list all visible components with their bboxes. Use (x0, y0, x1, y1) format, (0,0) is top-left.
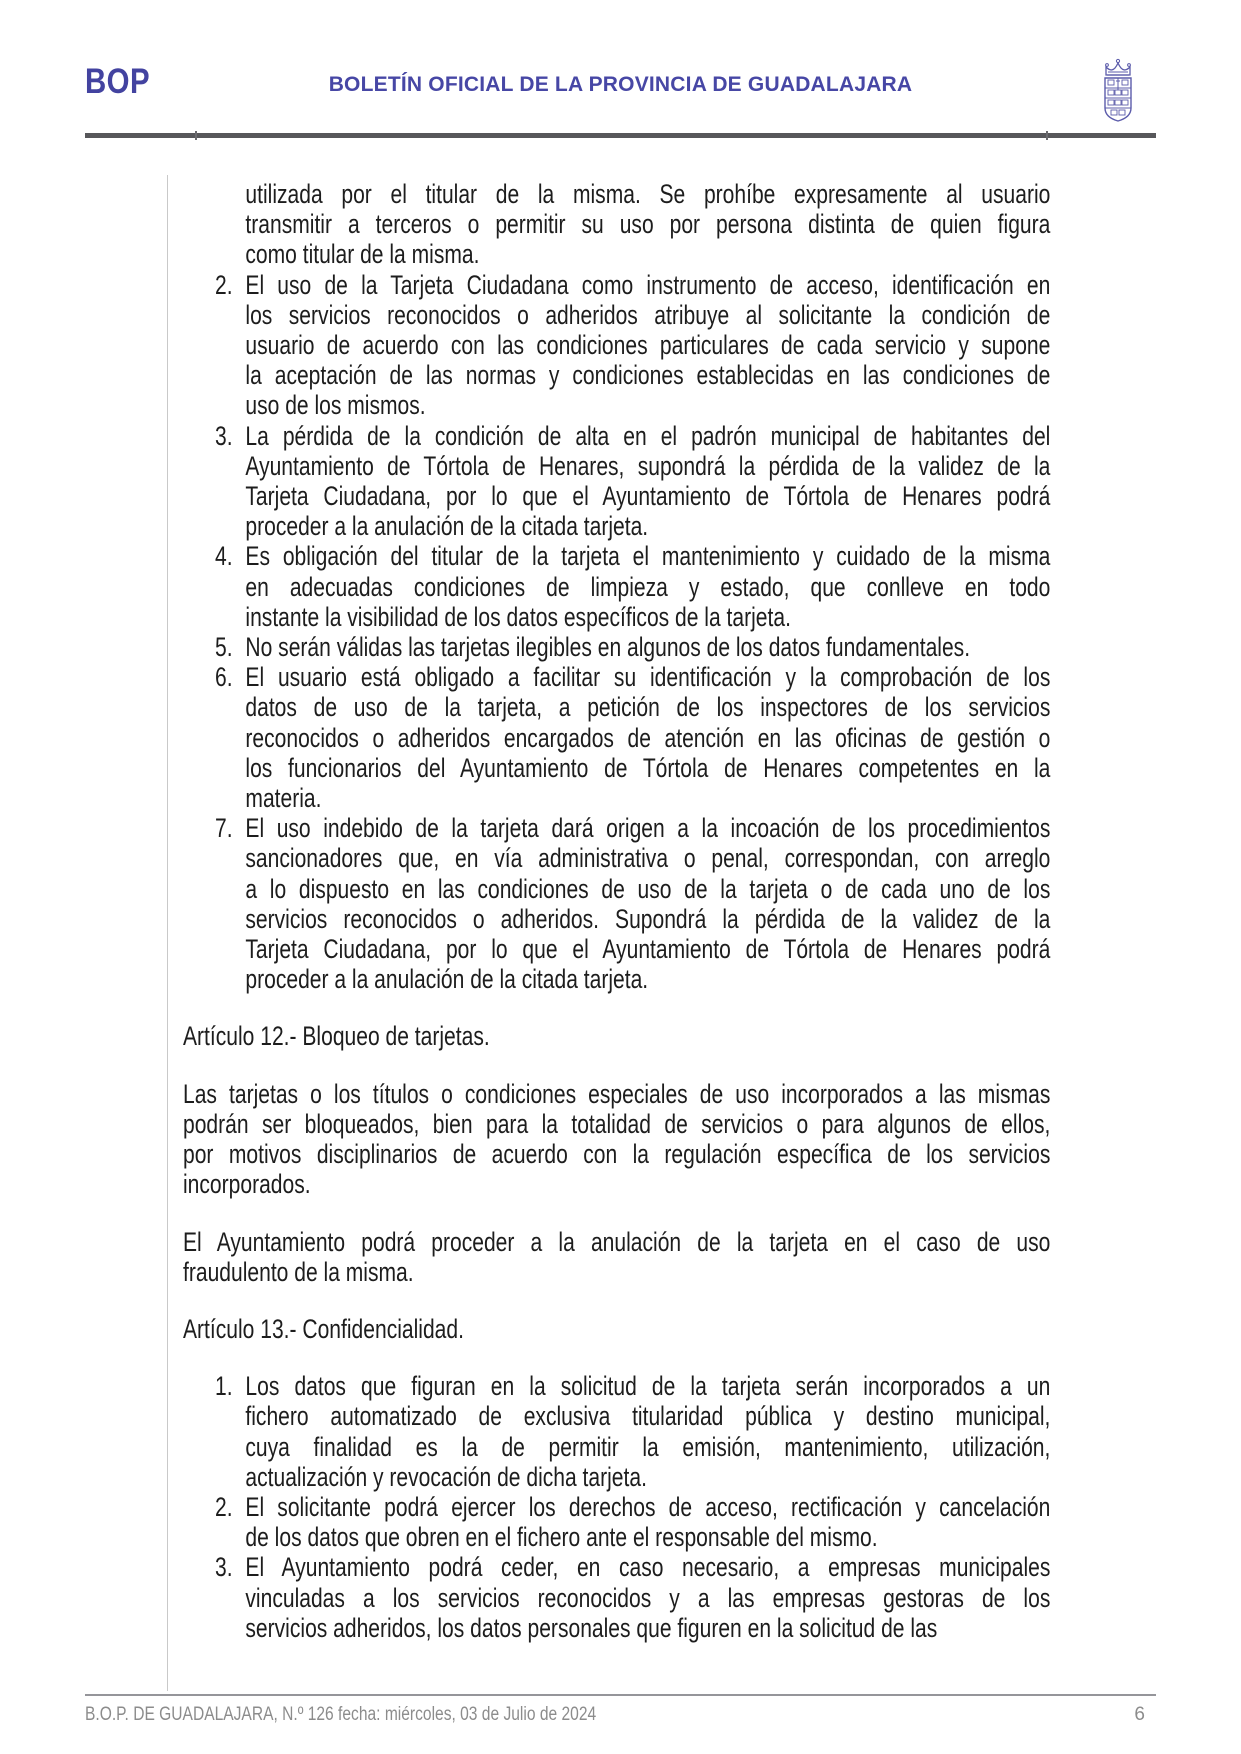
text-line: proceder a la anulación de la citada tarjeta. (245, 511, 649, 542)
footer-rule (85, 1694, 1156, 1696)
text-line: fichero automatizado de exclusiva titularidad pública y destino municipal, (245, 1401, 1051, 1432)
list-item (183, 813, 1050, 994)
provincial-coat-of-arms-icon (1097, 58, 1139, 126)
list-item (183, 179, 1050, 270)
paragraph (183, 1079, 1050, 1200)
text-line: Es obligación del titular de la tarjeta el mantenimiento y cuidado de la misma (245, 541, 1051, 572)
text-line: Artículo 12.- Bloqueo de tarjetas. (183, 1021, 490, 1052)
text-line: Tarjeta Ciudadana, por lo que el Ayuntamiento de Tórtola de Henares podrá (245, 934, 1051, 965)
list-item (183, 270, 1050, 421)
text-line: La pérdida de la condición de alta en el padrón municipal de habitantes del (245, 420, 1051, 451)
text-line: como titular de la misma. (245, 239, 480, 270)
footer-page-number: 6 (1134, 1704, 1145, 1725)
text-line: reconocidos o adheridos encargados de atención en las oficinas de gestión o (245, 722, 1051, 753)
text-line: en adecuadas condiciones de limpieza y estado, que conlleve en todo (245, 571, 1051, 602)
text-line: proceder a la anulación de la citada tarjeta. (245, 964, 649, 995)
list-item-number: 3. (214, 1552, 233, 1583)
text-line: instante la visibilidad de los datos específicos de la tarjeta. (245, 601, 791, 632)
text-line: servicios adheridos, los datos personales que figuren en la solicitud de las (245, 1612, 938, 1643)
list-item (183, 1492, 1050, 1552)
text-line: los servicios reconocidos o adheridos atribuye al solicitante la condición de (245, 299, 1051, 330)
text-line: la aceptación de las normas y condiciones establecidas en las condiciones de (245, 360, 1051, 391)
header-rule (85, 133, 1156, 138)
paragraph (183, 1314, 1050, 1344)
list-item (183, 632, 1050, 662)
list-item-number: 4. (214, 541, 233, 572)
list-item-number: 5. (214, 632, 233, 663)
text-line: uso de los mismos. (245, 390, 426, 421)
list-item-number: 1. (214, 1371, 233, 1402)
text-line: El uso indebido de la tarjeta dará origen a la incoación de los procedimientos (245, 813, 1051, 844)
bop-logo: BOP (85, 62, 150, 101)
list-item-number: 7. (214, 813, 233, 844)
text-line: transmitir a terceros o permitir su uso por persona distinta de quien figura (245, 209, 1051, 240)
list-item (183, 1371, 1050, 1492)
text-line: datos de uso de la tarjeta, a petición de los inspectores de los servicios (245, 692, 1051, 723)
text-line: El Ayuntamiento podrá proceder a la anulación de la tarjeta en el caso de uso (183, 1226, 1051, 1257)
text-line: Ayuntamiento de Tórtola de Henares, supondrá la pérdida de la validez de la (245, 450, 1051, 481)
list-item-number: 6. (214, 662, 233, 693)
content-left-border (167, 175, 168, 1691)
list-item (183, 421, 1050, 542)
numbered-list (183, 1371, 1050, 1643)
text-line: vinculadas a los servicios reconocidos y a las empresas gestoras de los (245, 1582, 1051, 1613)
content-blocks (183, 179, 1050, 1643)
text-line: El uso de la Tarjeta Ciudadana como instrumento de acceso, identificación en (245, 269, 1051, 300)
masthead-title: BOLETÍN OFICIAL DE LA PROVINCIA DE GUADALAJARA (328, 73, 913, 96)
text-line: Las tarjetas o los títulos o condiciones especiales de uso incorporados a las mismas (183, 1078, 1051, 1109)
header-rule-tick (195, 131, 197, 140)
paragraph (183, 1227, 1050, 1287)
text-line: Artículo 13.- Confidencialidad. (183, 1313, 464, 1344)
text-line: El Ayuntamiento podrá ceder, en caso necesario, a empresas municipales (245, 1552, 1051, 1583)
text-line: por motivos disciplinarios de acuerdo con la regulación específica de los servicios (183, 1139, 1051, 1170)
list-item (183, 1552, 1050, 1643)
text-line: sancionadores que, en vía administrativa o penal, correspondan, con arreglo (245, 843, 1051, 874)
text-line: No serán válidas las tarjetas ilegibles en algunos de los datos fundamentales. (245, 632, 971, 663)
list-item (183, 662, 1050, 813)
text-line: actualización y revocación de dicha tarjeta. (245, 1461, 647, 1492)
text-line: El usuario está obligado a facilitar su identificación y la comprobación de los (245, 662, 1051, 693)
list-item-number: 2. (214, 269, 233, 300)
list-item (183, 541, 1050, 632)
text-line: a lo dispuesto en las condiciones de uso de la tarjeta o de cada uno de los (245, 873, 1051, 904)
list-item-number: 3. (214, 420, 233, 451)
text-line: cuya finalidad es la de permitir la emisión, mantenimiento, utilización, (245, 1431, 1051, 1462)
text-line: fraudulento de la misma. (183, 1256, 414, 1287)
text-line: materia. (245, 783, 322, 814)
footer-publication-info: B.O.P. DE GUADALAJARA, N.º 126 fecha: miércoles, 03 de Julio de 2024 (85, 1704, 597, 1725)
numbered-list (183, 179, 1050, 994)
text-line: los funcionarios del Ayuntamiento de Tórtola de Henares competentes en la (245, 752, 1051, 783)
paragraph (183, 1021, 1050, 1051)
text-line: Los datos que figuran en la solicitud de la tarjeta serán incorporados a un (245, 1371, 1051, 1402)
text-line: incorporados. (183, 1169, 311, 1200)
list-item-number: 2. (214, 1491, 233, 1522)
text-line: El solicitante podrá ejercer los derechos de acceso, rectificación y cancelación (245, 1491, 1051, 1522)
text-line: podrán ser bloqueados, bien para la totalidad de servicios o para algunos de ellos, (183, 1108, 1051, 1139)
text-line: usuario de acuerdo con las condiciones particulares de cada servicio y supone (245, 330, 1051, 361)
text-line: utilizada por el titular de la misma. Se prohíbe expresamente al usuario (245, 179, 1051, 209)
header-rule-tick (1046, 131, 1048, 140)
text-line: de los datos que obren en el fichero ante el responsable del mismo. (245, 1522, 878, 1553)
text-line: servicios reconocidos o adheridos. Supondrá la pérdida de la validez de la (245, 903, 1051, 934)
text-line: Tarjeta Ciudadana, por lo que el Ayuntamiento de Tórtola de Henares podrá (245, 481, 1051, 512)
